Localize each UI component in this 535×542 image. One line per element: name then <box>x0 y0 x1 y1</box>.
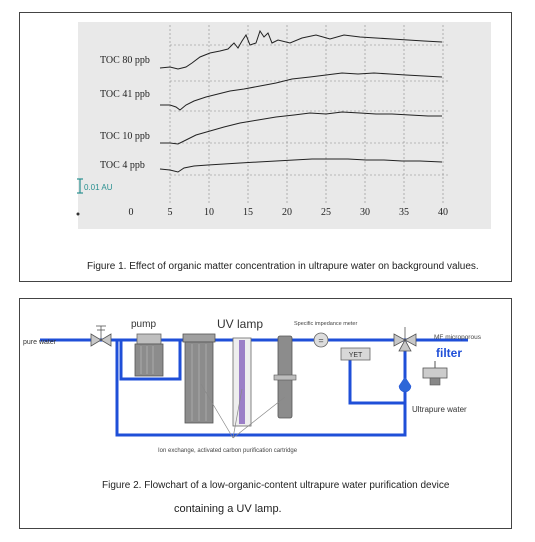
mf-filter-unit <box>423 361 447 385</box>
figure-2-panel <box>19 298 512 529</box>
inlet-valve <box>91 326 111 346</box>
trace-label-toc-4: TOC 4 ppb <box>100 160 145 171</box>
three-way-valve <box>394 327 416 351</box>
x-tick-label: 0 <box>128 207 134 218</box>
x-tick-label: 20 <box>282 207 292 218</box>
x-tick-label: 15 <box>243 207 253 218</box>
figure-2-caption-line-2: containing a UV lamp. <box>174 503 282 515</box>
mf-filter-label: MF microporous <box>434 334 481 341</box>
impedance-meter <box>314 333 328 347</box>
figure-1-panel <box>19 12 512 282</box>
figure-1-chart <box>20 13 513 283</box>
uv-lamp-label: UV lamp <box>217 317 264 331</box>
figure-1-caption: Figure 1. Effect of organic matter concentration in ultrapure water on background values. <box>87 261 479 272</box>
uv-lamp-tube <box>233 338 251 426</box>
origin-dot <box>77 213 80 216</box>
pure-water-label: pure water <box>23 339 57 346</box>
trace-label-toc-80: TOC 80 ppb <box>100 55 150 66</box>
x-tick-label: 35 <box>399 207 409 218</box>
yet-label: YET <box>348 352 363 359</box>
x-tick-label: 30 <box>360 207 370 218</box>
meter-symbol: = <box>318 335 324 346</box>
impedance-meter-label: Specific impedance meter <box>294 321 358 327</box>
pump-unit <box>135 334 163 376</box>
pump-label: pump <box>131 319 157 330</box>
trace-label-toc-41: TOC 41 ppb <box>100 89 150 100</box>
x-tick-label: 5 <box>167 207 173 218</box>
mf-filter-label-bold: filter <box>436 346 463 360</box>
figure-2-flowchart <box>20 299 513 530</box>
ion-exchange-cartridge <box>183 334 215 423</box>
ultrapure-outlet-drop <box>399 377 411 392</box>
trace-label-toc-10: TOC 10 ppb <box>100 131 150 142</box>
figure-2-caption-line-1: Figure 2. Flowchart of a low-organic-content ultrapure water purification device <box>102 480 450 491</box>
x-tick-label: 25 <box>321 207 331 218</box>
x-tick-label: 10 <box>204 207 214 218</box>
cartridge-label: Ion exchange, activated carbon purification cartridge <box>158 448 298 454</box>
ultrapure-water-label: Ultrapure water <box>412 405 467 414</box>
chart-background <box>78 22 491 229</box>
scale-bar-label: 0.01 AU <box>84 183 113 192</box>
x-tick-label: 40 <box>438 207 448 218</box>
activated-carbon-cartridge <box>274 336 296 418</box>
